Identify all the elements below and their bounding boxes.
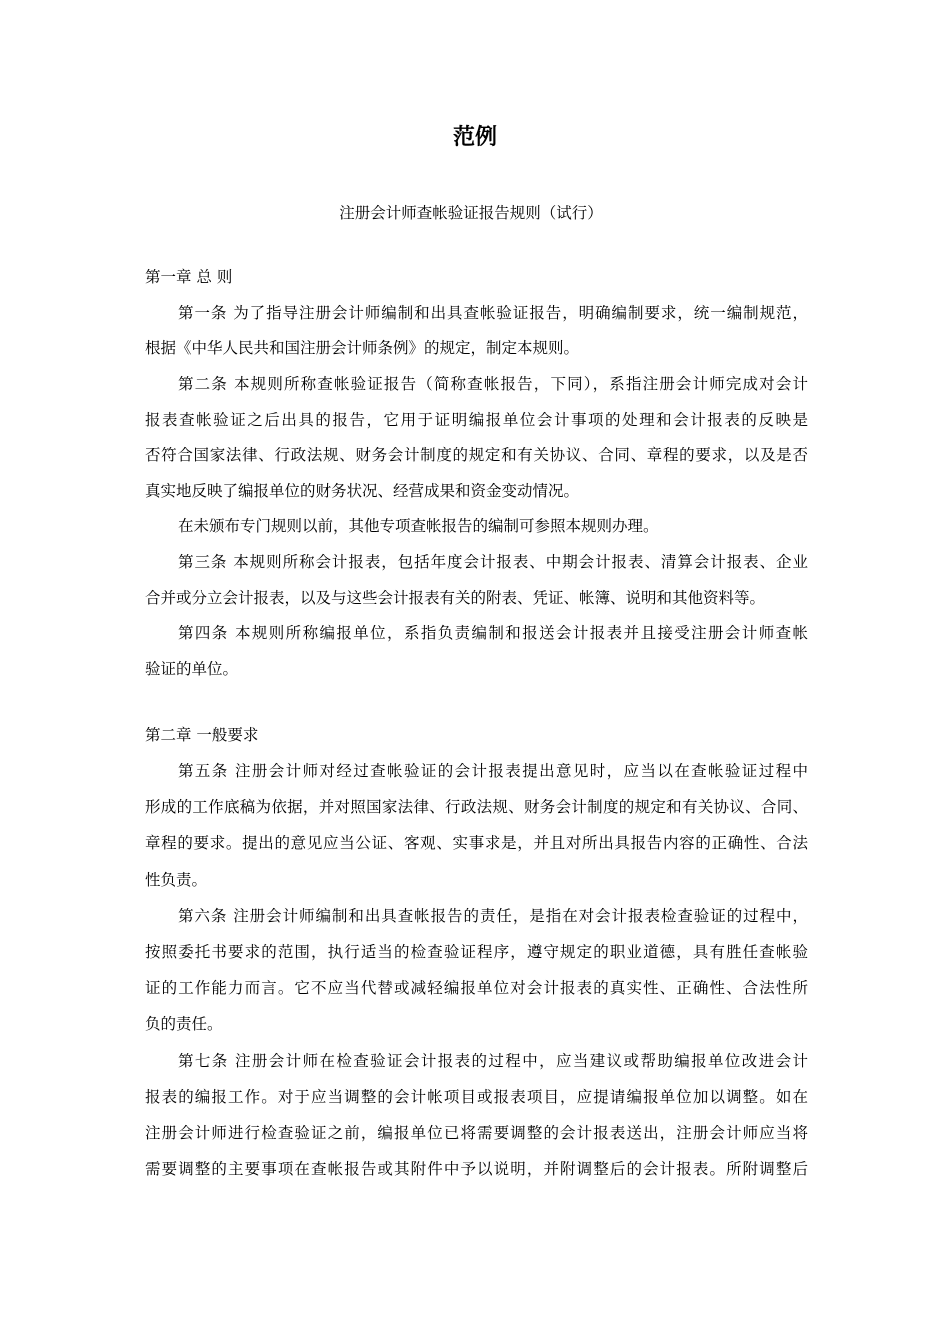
article-5-paragraph xyxy=(145,753,808,898)
chapter-1 xyxy=(145,260,808,687)
paragraph-line: 需要调整的主要事项在查帐报告或其附件中予以说明，并附调整后的会计报表。所附调整后 xyxy=(145,1160,808,1179)
chapter-2 xyxy=(145,717,808,1187)
article-7-paragraph xyxy=(145,1043,808,1188)
paragraph-line: 验证的单位。 xyxy=(145,659,239,678)
paragraph-line: 注册会计师进行检查验证之前，编报单位已将需要调整的会计报表送出，注册会计师应当将 xyxy=(145,1123,808,1142)
chapter-2-heading: 第二章 一般要求 xyxy=(145,725,259,744)
article-4-paragraph xyxy=(145,616,808,687)
paragraph-line: 第二条 本规则所称查帐验证报告（简称查帐报告，下同），系指注册会计师完成对会计 xyxy=(178,374,808,393)
paragraph-line: 章程的要求。提出的意见应当公证、客观、实事求是，并且对所出具报告内容的正确性、合法 xyxy=(145,834,808,853)
document-subtitle: 注册会计师查帐验证报告规则（试行） xyxy=(339,204,603,222)
paragraph-line: 形成的工作底稿为依据，并对照国家法律、行政法规、财务会计制度的规定和有关协议、合同、 xyxy=(145,798,808,817)
paragraph-line: 合并或分立会计报表，以及与这些会计报表有关的附表、凭证、帐簿、说明和其他资料等。 xyxy=(145,588,766,607)
paragraph-line: 否符合国家法律、行政法规、财务会计制度的规定和有关协议、合同、章程的要求，以及是否 xyxy=(145,446,808,465)
paragraph-line: 第四条 本规则所称编报单位，系指负责编制和报送会计报表并且接受注册会计师查帐 xyxy=(178,624,808,643)
article-6-paragraph xyxy=(145,898,808,1043)
paragraph-line: 在未颁布专门规则以前，其他专项查帐报告的编制可参照本规则办理。 xyxy=(178,517,659,536)
paragraph-line: 报表查帐验证之后出具的报告，它用于证明编报单位会计事项的处理和会计报表的反映是 xyxy=(145,410,808,429)
paragraph-line: 负的责任。 xyxy=(145,1015,223,1034)
paragraph-line: 第五条 注册会计师对经过查帐验证的会计报表提出意见时，应当以在查帐验证过程中 xyxy=(178,762,808,781)
article-3-paragraph xyxy=(145,545,808,616)
article-2-note-paragraph xyxy=(145,509,808,545)
paragraph-line: 性负责。 xyxy=(145,870,208,889)
paragraph-line: 证的工作能力而言。它不应当代替或减轻编报单位对会计报表的真实性、正确性、合法性所 xyxy=(145,979,808,998)
chapter-1-heading: 第一章 总 则 xyxy=(145,268,233,287)
paragraph-line: 第一条 为了指导注册会计师编制和出具查帐验证报告，明确编制要求，统一编制规范， xyxy=(178,303,808,322)
paragraph-line: 按照委托书要求的范围，执行适当的检查验证程序，遵守规定的职业道德，具有胜任查帐验 xyxy=(145,943,808,962)
article-1-paragraph xyxy=(145,296,808,367)
paragraph-line: 第七条 注册会计师在检查验证会计报表的过程中，应当建议或帮助编报单位改进会计 xyxy=(178,1051,808,1070)
paragraph-line: 报表的编报工作。对于应当调整的会计帐项目或报表项目，应提请编报单位加以调整。如在 xyxy=(145,1087,808,1106)
paragraph-line: 第三条 本规则所称会计报表，包括年度会计报表、中期会计报表、清算会计报表、企业 xyxy=(178,552,808,571)
paragraph-line: 第六条 注册会计师编制和出具查帐报告的责任，是指在对会计报表检查验证的过程中， xyxy=(178,906,808,925)
paragraph-line: 根据《中华人民共和国注册会计师条例》的规定，制定本规则。 xyxy=(145,339,580,358)
page-title: 范例 xyxy=(452,124,497,150)
paragraph-line: 真实地反映了编报单位的财务状况、经营成果和资金变动情况。 xyxy=(145,481,580,500)
article-2-paragraph xyxy=(145,367,808,509)
